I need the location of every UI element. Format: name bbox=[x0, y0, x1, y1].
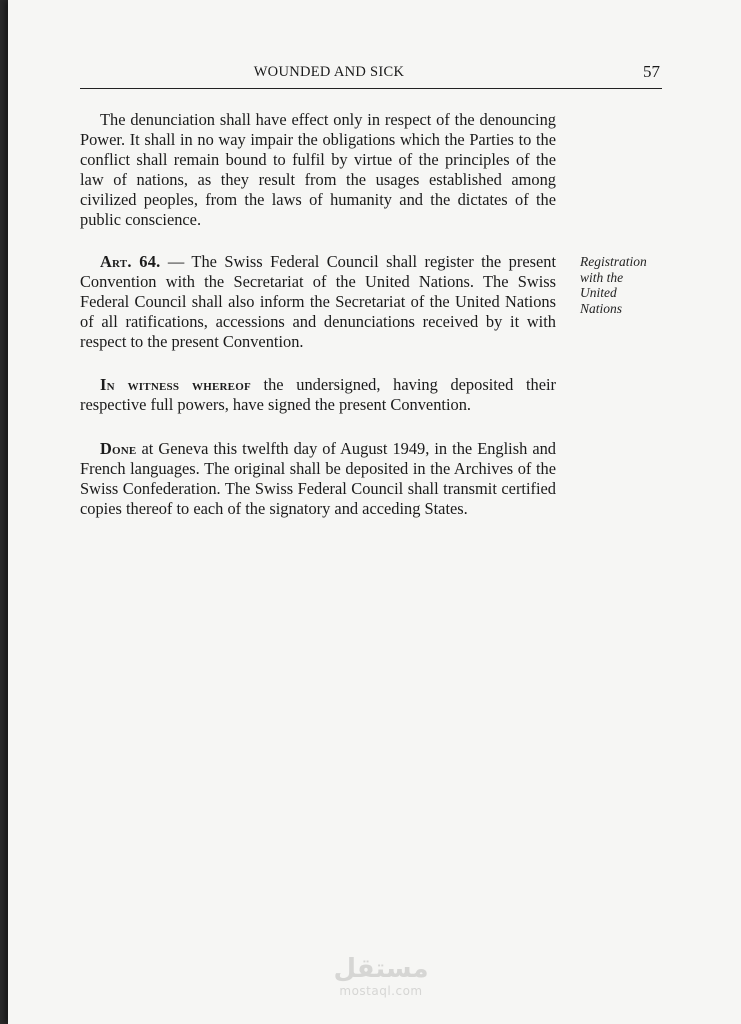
paragraph-denunciation: The denunciation shall have effect only in respect of the denouncing Power. It shall in no way impair the obligations which the Parties to the conflict shall remain bound to fulfil by virtue of the principles of the law of nations, as they result from the usages established among civilized peoples, from the laws of humanity and the dictates of the public conscience. bbox=[80, 110, 556, 229]
witness-heading: In witness whereof bbox=[100, 375, 251, 394]
margin-note-line: United bbox=[580, 285, 617, 300]
watermark bbox=[326, 954, 436, 998]
margin-note-line: with the bbox=[580, 269, 624, 285]
article-64-text: — The Swiss Federal Council shall register the present Convention with the Secretariat of the United Nations. The Swiss Federal Council shall also inform the Secretariat of the United Nations of all ratifications, accessions and denunciations received by it with respect to the present Convention. bbox=[80, 252, 556, 351]
page-number: 57 bbox=[643, 62, 660, 81]
witness-text: the undersigned, having deposited their respective full powers, have signed the present Convention. bbox=[80, 375, 556, 414]
running-head: WOUNDED AND SICK bbox=[253, 64, 405, 80]
article-64-heading: Art. 64. bbox=[100, 252, 161, 271]
page-header bbox=[80, 62, 662, 89]
margin-note-line: Nations bbox=[580, 300, 623, 316]
document-page bbox=[8, 0, 741, 1024]
paragraph-done bbox=[80, 439, 556, 519]
done-heading: Done bbox=[100, 439, 137, 458]
watermark-logo: مستقل bbox=[333, 954, 429, 984]
done-text: at Geneva this twelfth day of August 1949, in the English and French languages. The original shall be deposited in the Archives of the Swiss Confederation. The Swiss Federal Council shall transmit certified copies thereof to each of the signatory and acceding States. bbox=[80, 439, 556, 518]
margin-note bbox=[580, 254, 680, 316]
paragraph-article-64 bbox=[80, 252, 556, 352]
margin-note-line: Registration bbox=[580, 254, 647, 269]
watermark-text: mostaql.com bbox=[339, 984, 423, 998]
paragraph-witness bbox=[80, 375, 556, 415]
